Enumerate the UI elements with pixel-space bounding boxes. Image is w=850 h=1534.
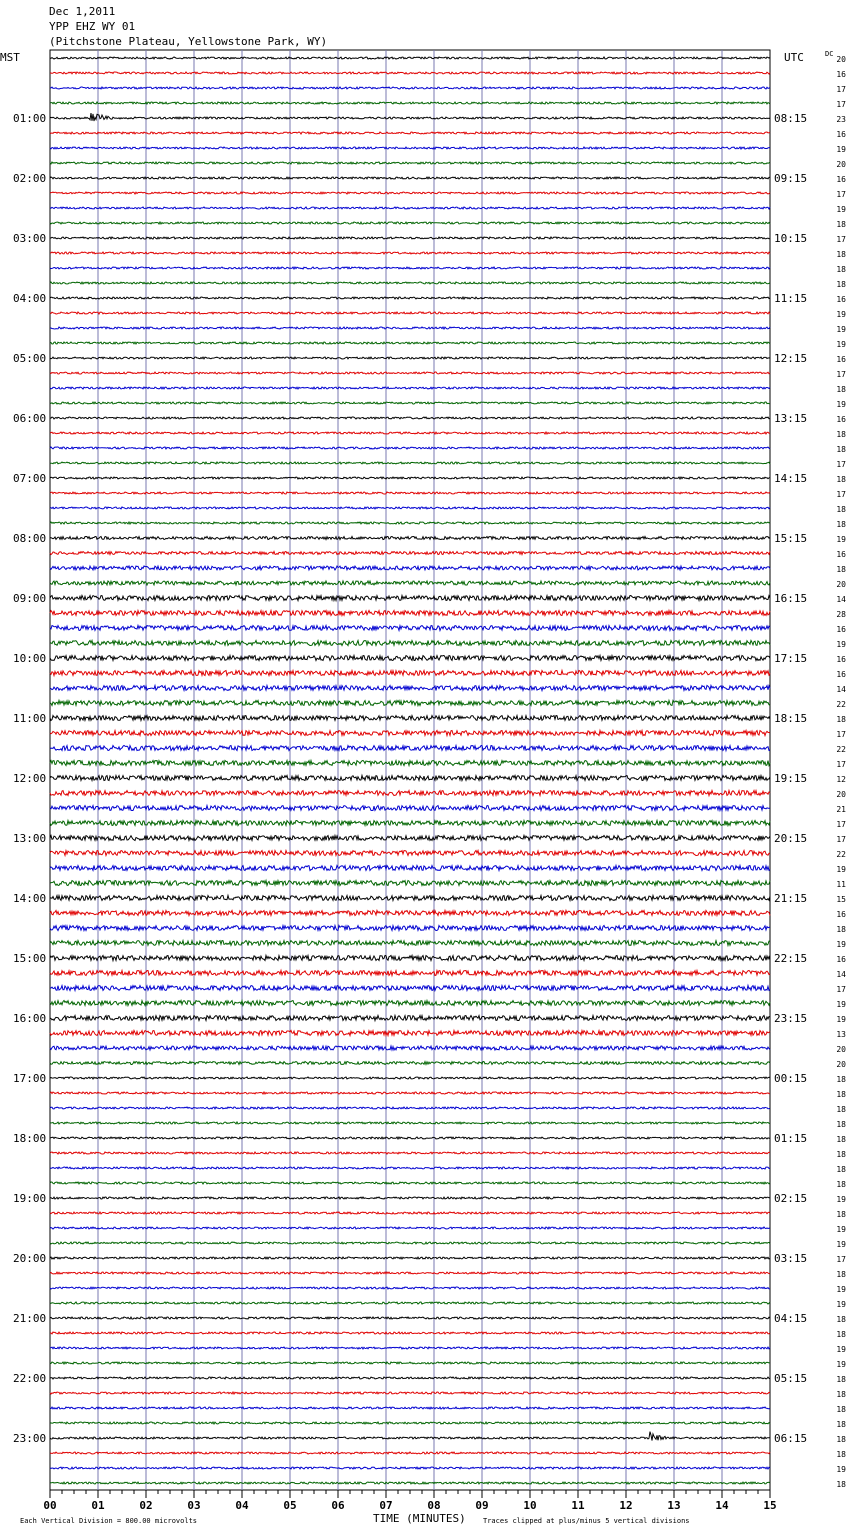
dc-value: 18	[836, 1135, 846, 1144]
left-hour-label: 08:00	[13, 532, 47, 545]
trace-row	[50, 911, 770, 916]
trace-row	[50, 581, 770, 585]
right-hour-label: 16:15	[774, 592, 808, 605]
trace-row	[50, 1001, 770, 1006]
trace-row	[50, 1031, 770, 1036]
right-hour-label: 05:15	[774, 1372, 808, 1385]
dc-value: 19	[836, 1225, 846, 1234]
left-hour-label: 06:00	[13, 412, 47, 425]
dc-value: 19	[836, 940, 846, 949]
trace-row	[50, 761, 770, 766]
dc-value: 16	[836, 625, 846, 634]
dc-value: 22	[836, 850, 846, 859]
trace-row	[50, 1167, 770, 1169]
left-hour-label: 19:00	[13, 1192, 47, 1205]
trace-row	[50, 686, 770, 691]
trace-row	[50, 297, 770, 299]
trace-row	[50, 192, 770, 194]
dc-value: 17	[836, 85, 846, 94]
left-hour-label: 18:00	[13, 1132, 47, 1145]
trace-row	[50, 222, 770, 224]
dc-value: 20	[836, 55, 846, 64]
trace-row	[50, 282, 770, 284]
dc-value: 18	[836, 1075, 846, 1084]
trace-row	[50, 971, 770, 976]
dc-value: 18	[836, 1090, 846, 1099]
left-hour-label: 16:00	[13, 1012, 47, 1025]
trace-row	[50, 327, 770, 329]
trace-row	[50, 806, 770, 811]
trace-row	[50, 1302, 770, 1304]
dc-value: 19	[836, 205, 846, 214]
trace-row	[50, 1362, 770, 1364]
dc-value: 18	[836, 1210, 846, 1219]
dc-value: 18	[836, 1315, 846, 1324]
dc-value: 20	[836, 1045, 846, 1054]
x-tick-label: 03	[187, 1499, 201, 1512]
dc-value: 18	[836, 1330, 846, 1339]
dc-value: 16	[836, 910, 846, 919]
trace-row	[50, 387, 770, 389]
trace-row	[50, 791, 770, 796]
left-hour-label: 10:00	[13, 652, 47, 665]
trace-row	[50, 596, 770, 601]
x-tick-label: 09	[475, 1499, 489, 1512]
trace-row	[50, 1482, 770, 1484]
x-tick-label: 07	[379, 1499, 393, 1512]
left-hour-label: 23:00	[13, 1432, 47, 1445]
trace-row	[50, 312, 770, 314]
header-station: YPP EHZ WY 01	[49, 20, 136, 33]
left-hour-label: 13:00	[13, 832, 47, 845]
x-axis-title: TIME (MINUTES)	[373, 1512, 466, 1525]
dc-value: 18	[836, 445, 846, 454]
right-hour-label: 08:15	[774, 112, 808, 125]
dc-value: 16	[836, 355, 846, 364]
right-timezone-label: UTC	[784, 51, 804, 64]
dc-value: 18	[836, 220, 846, 229]
right-hour-label: 03:15	[774, 1252, 808, 1265]
dc-value: 19	[836, 865, 846, 874]
dc-value: 18	[836, 1405, 846, 1414]
dc-value: 14	[836, 595, 846, 604]
dc-value: 14	[836, 685, 846, 694]
trace-row	[50, 477, 770, 479]
trace-row	[50, 102, 770, 104]
trace-row	[50, 507, 770, 509]
dc-value: 17	[836, 190, 846, 199]
trace-row	[50, 701, 770, 706]
trace-row	[50, 177, 770, 179]
dc-value: 16	[836, 670, 846, 679]
left-hour-label: 07:00	[13, 472, 47, 485]
dc-value: 16	[836, 295, 846, 304]
trace-row	[50, 1092, 770, 1094]
dc-value: 18	[836, 715, 846, 724]
dc-label: DC	[825, 50, 834, 58]
left-hour-label: 12:00	[13, 772, 47, 785]
trace-row	[50, 1287, 770, 1289]
dc-value: 18	[836, 280, 846, 289]
trace-row	[50, 1257, 770, 1259]
dc-value: 18	[836, 1165, 846, 1174]
dc-value: 19	[836, 1465, 846, 1474]
trace-row	[50, 641, 770, 646]
dc-value: 18	[836, 520, 846, 529]
right-hour-label: 23:15	[774, 1012, 808, 1025]
left-hour-label: 20:00	[13, 1252, 47, 1265]
dc-value: 19	[836, 325, 846, 334]
left-hour-label: 03:00	[13, 232, 47, 245]
traces	[50, 57, 770, 1484]
trace-row	[50, 72, 770, 74]
left-hour-label: 21:00	[13, 1312, 47, 1325]
trace-row	[50, 1332, 770, 1334]
trace-row	[50, 1182, 770, 1184]
dc-value: 14	[836, 970, 846, 979]
right-hour-label: 15:15	[774, 532, 808, 545]
trace-row	[50, 207, 770, 209]
dc-value: 19	[836, 1285, 846, 1294]
x-tick-label: 01	[91, 1499, 105, 1512]
trace-row	[50, 1227, 770, 1229]
trace-row	[50, 162, 770, 164]
dc-value: 11	[836, 880, 846, 889]
trace-row	[50, 896, 770, 901]
trace-row	[50, 941, 770, 946]
x-tick-label: 00	[43, 1499, 57, 1512]
dc-value: 20	[836, 1060, 846, 1069]
dc-value: 19	[836, 640, 846, 649]
trace-row	[50, 1152, 770, 1154]
left-hour-label: 22:00	[13, 1372, 47, 1385]
dc-value: 28	[836, 610, 846, 619]
dc-value: 16	[836, 655, 846, 664]
trace-row	[50, 1016, 770, 1021]
dc-value: 18	[836, 1105, 846, 1114]
trace-row	[50, 1122, 770, 1124]
right-hour-label: 06:15	[774, 1432, 808, 1445]
trace-row	[50, 1107, 770, 1109]
dc-value: 16	[836, 70, 846, 79]
x-tick-label: 13	[667, 1499, 681, 1512]
dc-value: 16	[836, 415, 846, 424]
header-location: (Pitchstone Plateau, Yellowstone Park, WY)	[49, 35, 328, 48]
trace-row	[50, 671, 770, 676]
dc-value: 18	[836, 1390, 846, 1399]
left-hour-label: 14:00	[13, 892, 47, 905]
x-tick-label: 08	[427, 1499, 441, 1512]
trace-row	[50, 432, 770, 434]
x-tick-label: 12	[619, 1499, 633, 1512]
trace-row	[50, 252, 770, 254]
trace-row	[50, 492, 770, 494]
dc-value: 19	[836, 1300, 846, 1309]
x-tick-label: 02	[139, 1499, 153, 1512]
trace-row	[50, 1272, 770, 1274]
dc-value: 19	[836, 340, 846, 349]
dc-value: 18	[836, 565, 846, 574]
right-hour-label: 12:15	[774, 352, 808, 365]
x-tick-label: 05	[283, 1499, 297, 1512]
dc-value: 17	[836, 370, 846, 379]
dc-value: 18	[836, 430, 846, 439]
dc-value: 17	[836, 460, 846, 469]
grid	[50, 50, 770, 1498]
dc-value: 15	[836, 895, 846, 904]
scale-note: Each Vertical Division = 800.00 microvolts	[20, 1517, 198, 1525]
trace-row	[50, 357, 770, 359]
dc-value: 17	[836, 235, 846, 244]
dc-value: 20	[836, 580, 846, 589]
dc-value: 18	[836, 265, 846, 274]
dc-value: 18	[836, 1420, 846, 1429]
dc-value: 18	[836, 1435, 846, 1444]
trace-row	[50, 881, 770, 886]
trace-row	[50, 552, 770, 555]
trace-row	[50, 87, 770, 89]
dc-value: 22	[836, 745, 846, 754]
right-hour-label: 01:15	[774, 1132, 808, 1145]
dc-value: 18	[836, 1180, 846, 1189]
dc-value: 16	[836, 955, 846, 964]
left-timezone-label: MST	[0, 51, 20, 64]
trace-row	[50, 566, 770, 570]
right-hour-label: 04:15	[774, 1312, 808, 1325]
dc-value: 18	[836, 475, 846, 484]
trace-row	[50, 132, 770, 134]
dc-value: 19	[836, 535, 846, 544]
clip-note: Traces clipped at plus/minus 5 vertical divisions	[483, 1517, 690, 1525]
x-tick-label: 10	[523, 1499, 537, 1512]
right-hour-label: 17:15	[774, 652, 808, 665]
trace-row	[50, 851, 770, 856]
left-hour-label: 05:00	[13, 352, 47, 365]
trace-row	[50, 522, 770, 524]
trace-row	[50, 956, 770, 961]
trace-row	[50, 1452, 770, 1454]
trace-row	[50, 836, 770, 841]
trace-row	[50, 776, 770, 781]
dc-value: 19	[836, 145, 846, 154]
dc-value: 12	[836, 775, 846, 784]
right-hour-label: 00:15	[774, 1072, 808, 1085]
dc-value: 18	[836, 1450, 846, 1459]
trace-row	[50, 1467, 770, 1469]
trace-row	[50, 1422, 770, 1424]
trace-row	[50, 716, 770, 721]
trace-row	[50, 926, 770, 931]
trace-row	[50, 267, 770, 269]
right-hour-label: 02:15	[774, 1192, 808, 1205]
dc-value: 17	[836, 490, 846, 499]
trace-row	[50, 372, 770, 374]
trace-row	[50, 656, 770, 661]
left-hour-label: 01:00	[13, 112, 47, 125]
dc-value: 18	[836, 385, 846, 394]
left-hour-label: 15:00	[13, 952, 47, 965]
x-tick-label: 15	[763, 1499, 777, 1512]
right-hour-label: 10:15	[774, 232, 808, 245]
dc-value: 16	[836, 175, 846, 184]
right-hour-label: 14:15	[774, 472, 808, 485]
dc-value: 18	[836, 925, 846, 934]
right-hour-label: 09:15	[774, 172, 808, 185]
dc-value: 16	[836, 550, 846, 559]
right-hour-label: 19:15	[774, 772, 808, 785]
header-date: Dec 1,2011	[49, 5, 116, 18]
trace-row	[50, 147, 770, 149]
left-hour-label: 02:00	[13, 172, 47, 185]
trace-row	[50, 1392, 770, 1394]
trace-row	[50, 1317, 770, 1319]
dc-value: 16	[836, 130, 846, 139]
dc-value: 20	[836, 160, 846, 169]
dc-value: 19	[836, 1195, 846, 1204]
trace-row	[50, 1077, 770, 1079]
trace-row	[50, 417, 770, 419]
trace-row	[50, 731, 770, 736]
x-tick-label: 11	[571, 1499, 585, 1512]
right-hour-label: 13:15	[774, 412, 808, 425]
dc-value: 18	[836, 505, 846, 514]
dc-value: 17	[836, 760, 846, 769]
trace-row	[50, 1407, 770, 1409]
dc-value: 20	[836, 790, 846, 799]
trace-row	[50, 537, 770, 540]
trace-row	[50, 1137, 770, 1139]
dc-value: 17	[836, 835, 846, 844]
trace-row	[50, 1046, 770, 1050]
trace-row	[50, 866, 770, 871]
dc-value: 19	[836, 1240, 846, 1249]
left-hour-label: 04:00	[13, 292, 47, 305]
trace-row	[50, 57, 770, 59]
left-hour-label: 09:00	[13, 592, 47, 605]
dc-value: 18	[836, 1375, 846, 1384]
left-hour-label: 11:00	[13, 712, 47, 725]
dc-value: 17	[836, 1255, 846, 1264]
right-hour-label: 22:15	[774, 952, 808, 965]
trace-row	[50, 113, 770, 121]
dc-value: 17	[836, 820, 846, 829]
dc-value: 19	[836, 1345, 846, 1354]
trace-row	[50, 1347, 770, 1349]
dc-value: 19	[836, 310, 846, 319]
left-hour-label: 17:00	[13, 1072, 47, 1085]
dc-value: 17	[836, 100, 846, 109]
right-hour-label: 11:15	[774, 292, 808, 305]
trace-row	[50, 1377, 770, 1379]
right-hour-label: 21:15	[774, 892, 808, 905]
dc-value: 19	[836, 1360, 846, 1369]
trace-row	[50, 986, 770, 991]
dc-value: 18	[836, 1270, 846, 1279]
dc-value: 18	[836, 250, 846, 259]
dc-value: 19	[836, 400, 846, 409]
trace-row	[50, 1212, 770, 1214]
trace-row	[50, 1432, 770, 1441]
x-tick-label: 04	[235, 1499, 249, 1512]
trace-row	[50, 821, 770, 826]
dc-value: 23	[836, 115, 846, 124]
trace-row	[50, 447, 770, 449]
trace-row	[50, 746, 770, 751]
trace-row	[50, 237, 770, 239]
dc-value: 22	[836, 700, 846, 709]
trace-row	[50, 1197, 770, 1199]
right-hour-label: 20:15	[774, 832, 808, 845]
dc-value: 19	[836, 1015, 846, 1024]
x-tick-label: 06	[331, 1499, 345, 1512]
dc-value: 17	[836, 730, 846, 739]
dc-value: 18	[836, 1120, 846, 1129]
x-tick-label: 14	[715, 1499, 729, 1512]
dc-value: 18	[836, 1480, 846, 1489]
trace-row	[50, 1242, 770, 1244]
trace-row	[50, 626, 770, 631]
dc-value: 19	[836, 1000, 846, 1009]
trace-row	[50, 462, 770, 464]
dc-value: 17	[836, 985, 846, 994]
trace-row	[50, 611, 770, 616]
dc-value: 18	[836, 1150, 846, 1159]
right-hour-label: 18:15	[774, 712, 808, 725]
dc-value: 21	[836, 805, 846, 814]
trace-row	[50, 342, 770, 344]
dc-value: 13	[836, 1030, 846, 1039]
trace-row	[50, 402, 770, 404]
trace-row	[50, 1062, 770, 1065]
